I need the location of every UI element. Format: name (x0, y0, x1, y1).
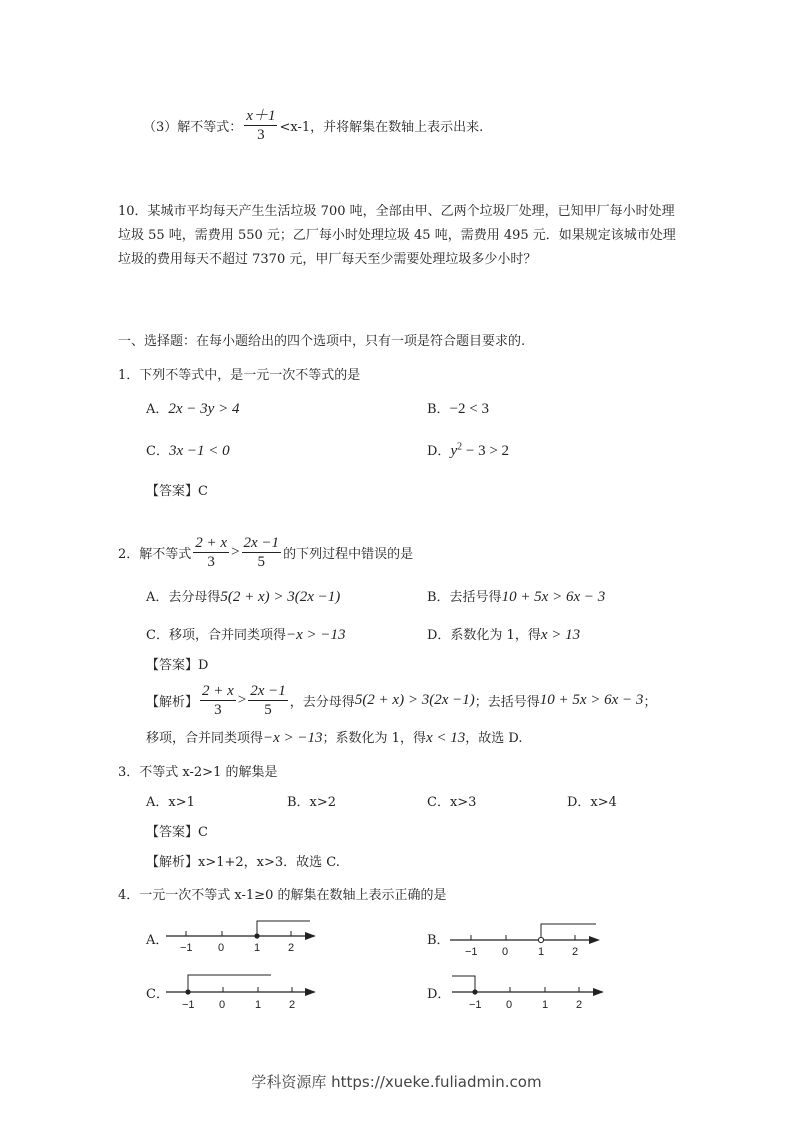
q4-c-label-0: 0 (219, 999, 226, 1011)
q4-b-arrow (589, 936, 600, 944)
q4-option-d-label: D． (427, 987, 451, 1002)
q4-c-arrow (305, 988, 316, 996)
q1-d-rest: − 3 > 2 (462, 443, 510, 459)
q2-d-label: D．系数化为 1，得 (427, 628, 541, 643)
q1-option-d (427, 440, 509, 460)
q4-option-a-label: A． (146, 933, 169, 948)
q1-option-b (427, 398, 489, 418)
q4-option-c-label: C． (146, 987, 169, 1002)
q2-exp-fraction-right (248, 683, 288, 718)
q4-d-label-m1: −1 (469, 999, 482, 1011)
q2-stem-suffix: 的下列过程中错误的是 (283, 546, 414, 562)
q4-c-label-m1: −1 (182, 999, 195, 1011)
q4-numberline-d (444, 972, 609, 1014)
q1-answer: 【答案】C (146, 484, 208, 499)
q4-b-ray (541, 924, 596, 940)
q4-b-label-1: 1 (538, 946, 545, 958)
q2-exp-end: ； (643, 694, 657, 710)
q2-stem (118, 530, 413, 574)
q4-a-label-1: 1 (254, 942, 261, 954)
q2-exp-mid2: ；去括号得 (474, 694, 540, 710)
q4-d-label-2: 2 (576, 999, 583, 1011)
q3-answer: 【答案】C (146, 825, 208, 840)
q1-d-sup: 2 (457, 441, 463, 453)
q4-a-label-m1: −1 (180, 942, 193, 954)
q2-f2-den: 5 (257, 553, 266, 570)
q2-option-c (146, 624, 345, 644)
q9-fraction-den: 3 (257, 126, 265, 143)
q4-c-label-2: 2 (289, 999, 296, 1011)
section-title: 一、选择题：在每小题给出的四个选项中，只有一项是符合题目要求的. (118, 334, 526, 349)
q2-exp-m2: 10 + 5x > 6x − 3 (539, 691, 644, 708)
q4-a-label-0: 0 (218, 942, 225, 954)
q4-d-arrow (593, 988, 604, 996)
q2-option-b (427, 586, 605, 606)
q2-b-expr: 10 + 5x > 6x − 3 (501, 589, 606, 605)
q1-option-c (146, 440, 230, 460)
q2-exp-f2-num: 2x −1 (250, 682, 286, 699)
q2-stem-prefix: 2．解不等式 (118, 546, 192, 562)
q2-exp2-m1: −x > −13 (263, 730, 323, 746)
q4-stem: 4．一元一次不等式 x-1≥0 的解集在数轴上表示正确的是 (118, 888, 447, 903)
q4-d-ray (452, 976, 475, 992)
q1-b-label: B． (427, 402, 450, 417)
q4-numberline-a (160, 918, 320, 958)
q1-option-a (146, 398, 239, 418)
q4-d-label-0: 0 (506, 999, 513, 1011)
q1-d-label: D． (427, 444, 451, 459)
q2-a-expr: 5(2 + x) > 3(2x −1) (220, 589, 341, 605)
q4-c-point (185, 989, 190, 994)
q4-d-label-1: 1 (542, 999, 549, 1011)
q1-a-expr: 2x − 3y > 4 (168, 401, 240, 417)
q2-a-label: A．去分母得 (146, 590, 221, 605)
q2-fraction-right (242, 535, 282, 570)
q9-part3 (143, 102, 483, 148)
q2-exp-fraction-left (200, 683, 236, 718)
q2-exp-mid1: ，去分母得 (289, 694, 355, 710)
q4-numberline-b (444, 920, 604, 960)
q2-exp2-m2: x < 13 (425, 730, 466, 746)
q4-b-point (538, 937, 543, 942)
q2-c-expr: −x > −13 (285, 627, 346, 643)
q2-answer: 【答案】D (146, 658, 209, 673)
q2-f1-den: 3 (207, 553, 215, 570)
q2-explanation-line2 (146, 727, 522, 747)
q4-b-label-2: 2 (572, 946, 579, 958)
q2-exp-f1-den: 3 (214, 701, 222, 718)
q2-exp2-end: ，故选 D. (465, 731, 523, 746)
q4-a-label-2: 2 (288, 942, 295, 954)
q9-prefix: （3）解不等式： (143, 119, 243, 135)
q4-a-point (254, 933, 259, 938)
q2-option-d (427, 624, 580, 644)
q4-numberline-c (160, 972, 320, 1014)
q1-a-label: A． (146, 402, 169, 417)
q2-exp-f1-num: 2 + x (202, 682, 234, 699)
q4-c-label-1: 1 (255, 999, 262, 1011)
footer-watermark: 学科资源库 https://xueke.fuliadmin.com (251, 1073, 542, 1091)
q9-suffix: <x-1，并将解集在数轴上表示出来. (279, 119, 484, 135)
q3-stem: 3．不等式 x-2>1 的解集是 (118, 765, 278, 780)
q10-text: 10．某城市平均每天产生生活垃圾 700 吨，全部由甲、乙两个垃圾厂处理，已知甲厂每小时处理垃圾 55 吨，需费用 550 元；乙厂每小时处理垃圾 45 吨，需费用 495 元．如果规定该城市处理垃圾的费用每天不超过 7370 元，甲厂每天至少需要处理垃圾多少小时？ (118, 204, 676, 267)
q3-option-a: A．x>1 (146, 795, 195, 810)
q2-exp2-mid: ；系数化为 1，得 (322, 731, 426, 746)
q4-a-arrow (305, 932, 316, 940)
q3-option-c: C．x>3 (427, 795, 477, 810)
q2-option-a (146, 586, 340, 606)
q9-fraction-num: x＋1 (246, 107, 276, 124)
q2-gt: > (231, 543, 240, 560)
q1-d-base: y (450, 443, 458, 459)
q2-exp-m1: 5(2 + x) > 3(2x −1) (354, 691, 475, 708)
q1-b-expr: −2 < 3 (449, 401, 489, 417)
q4-option-b-label: B． (427, 933, 450, 948)
q4-b-label-m1: −1 (465, 946, 478, 958)
q3-option-d: D．x>4 (567, 795, 617, 810)
q1-c-label: C． (146, 444, 169, 459)
q1-c-expr: 3x −1 < 0 (168, 443, 230, 459)
q4-d-point (472, 989, 477, 994)
q2-f1-num: 2 + x (195, 534, 228, 551)
q1-stem: 1．下列不等式中，是一元一次不等式的是 (118, 368, 361, 383)
q4-c-ray (188, 975, 271, 992)
q2-f2-num: 2x −1 (243, 534, 280, 551)
q2-d-expr: x > 13 (540, 627, 581, 643)
q2-explanation-line1 (146, 678, 656, 722)
q3-option-b: B．x>2 (287, 795, 337, 810)
q2-exp-f2-den: 5 (264, 701, 272, 718)
q2-exp2-prefix: 移项，合并同类项得 (146, 731, 264, 746)
q9-fraction (244, 108, 277, 143)
q3-explanation: 【解析】x>1+2，x>3．故选 C. (146, 855, 340, 870)
q2-exp-gt: > (237, 691, 247, 708)
q2-exp-label: 【解析】 (146, 694, 199, 710)
q4-b-label-0: 0 (502, 946, 509, 958)
q2-c-label: C．移项，合并同类项得 (146, 628, 286, 643)
q2-fraction-left (193, 535, 229, 570)
q4-a-ray (257, 921, 310, 936)
q2-b-label: B．去括号得 (427, 590, 502, 605)
